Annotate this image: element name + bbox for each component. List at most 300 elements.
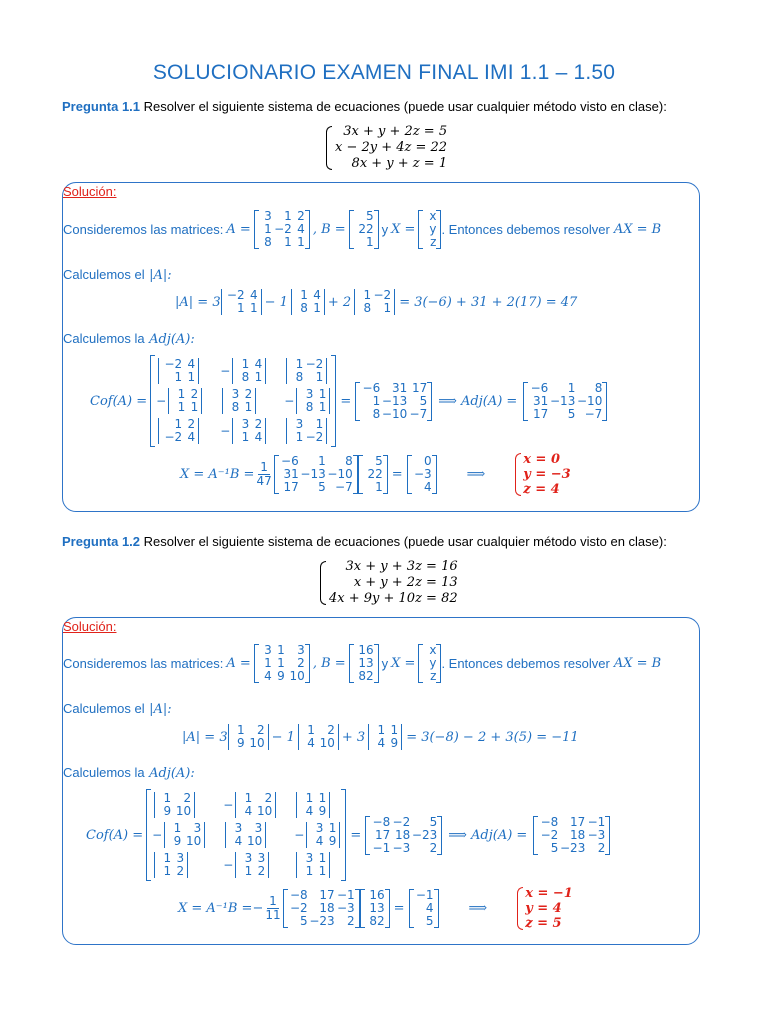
matrix-entry: y [429,222,437,236]
minor-determinant [235,852,269,878]
consider-text: Consideremos las matrices: [63,222,224,237]
matrix-row [372,737,398,750]
matrix-entry: −8 [540,814,559,829]
matrix-entry: 1 [241,357,250,371]
matrix-entry: −7 [584,406,603,421]
matrix-entry: 3 [305,851,314,865]
cofactor-result-matrix [355,382,432,421]
cofactor-sign: − [294,828,305,842]
cofactor-row: Cof(A) = 1 2 9 10 − 1 2 4 10 1 1 4 9 − 1 3 9 10 3 3 4 10 − 3 1 4 9 1 3 1 2 − 3 3 1 2 3 1 1 1 = −8 −2 5 17 18 −23 −1 −3 2 ⟹ Adj(A) = −8 17 −1 −2 18 −3 5 −23 2 [86,789,610,881]
matrix-entry: −23 [560,840,586,855]
matrix-entry: 10 [246,834,263,848]
matrix-entry: 2 [176,864,185,878]
matrix-entry: 17 [374,827,391,842]
matrix-entry: 13 [369,901,385,915]
minor-determinant [158,358,199,384]
matrix-entry: 1 [264,656,272,670]
matrix-entry: 2 [597,840,606,855]
adjugate-matrix [533,816,610,855]
matrix-entry: 3 [254,821,263,835]
matrix-entry: 1 [277,656,285,670]
matrix-row [300,865,326,878]
matrix-a [254,210,310,249]
solution-label: Solución: [63,184,117,199]
matrix-entry: −10 [577,393,603,408]
matrix-entry: 4 [244,804,253,818]
minor-determinant [296,388,330,414]
matrix-entry: −2 [392,814,411,829]
cofactor-cell [156,358,202,384]
matrix-entry: −23 [411,827,438,842]
matrix-entry: 17 [319,888,335,902]
matrix-entry: 8 [231,400,240,414]
cofactor-cell [284,418,330,444]
matrix-entry: 8 [264,235,272,249]
matrix-entry: −8 [372,814,391,829]
matrix-entry: 10 [249,736,265,750]
adj-heading: Calculemos la Adj(A): [63,765,195,781]
answer-line: y = −3 [523,467,571,482]
matrix-entry: 4 [305,804,314,818]
matrix-entry: 8 [594,380,603,395]
matrix-entry: 1 [244,864,253,878]
matrix-row [354,670,374,683]
matrix-entry: 5 [419,393,428,408]
equation-line: x − 2y + 4z = 22 [335,140,448,155]
minor-determinant [221,289,262,315]
matrix-entry: 2 [183,791,192,805]
minor-determinant [164,822,205,848]
minor-determinant [154,792,195,818]
matrix-entry: 2 [254,417,263,431]
adj-heading: Calculemos la Adj(A): [63,331,195,347]
determinant-expansion: |A| = 3 −2 4 1 1 − 1 1 4 8 1 + 2 1 −2 8 1 = 3(−6) + 31 + 2(17) = 47 [175,288,578,315]
matrix-entry: −8 [289,888,308,902]
matrix-entry: 2 [244,387,253,401]
matrix-entry: 8 [305,400,314,414]
matrix-entry: −2 [305,430,324,444]
matrix-entry: 3 [234,821,243,835]
matrix-entry: 13 [358,656,374,670]
minor-determinant [232,418,266,444]
matrix-entry: 5 [366,209,374,223]
matrix-row [158,805,191,818]
cofactor-cell [294,822,340,848]
matrix-entry: 1 [318,387,327,401]
matrix-row [354,236,374,249]
matrix-entry: −7 [409,406,428,421]
matrix-row [229,835,262,848]
cofactor-cell [223,792,276,818]
matrix-row [239,805,272,818]
matrix-b [358,455,388,494]
matrix-entry: 3 [297,643,305,657]
matrix-entry: 1 [277,643,285,657]
matrix-entry: 10 [185,834,202,848]
matrix-entry: −1 [415,888,434,902]
solution-label: Solución: [63,619,117,634]
matrix-entry: x [429,209,437,223]
matrix-entry: 18 [570,827,586,842]
minor-determinant [154,852,188,878]
matrix-entry: 4 [315,834,324,848]
question-1-2-header [62,534,667,549]
matrix-entry: 10 [319,736,335,750]
matrix-entry: 1 [318,791,327,805]
matrix-entry: 9 [236,736,245,750]
matrix-row [162,371,195,384]
minor-determinant [286,358,327,384]
matrix-entry: −2 [305,357,324,371]
cofactor-cell [220,418,266,444]
matrix-entry: 4 [424,480,432,494]
matrix-row [538,842,605,855]
matrix-entry: 22 [367,467,383,481]
matrix-row [370,816,437,829]
matrix-entry: 1 [284,209,292,223]
matrix-entry: 1 [295,430,304,444]
matrix-b [349,210,379,249]
matrix-entry: 3 [264,209,272,223]
matrix-entry: 1 [295,357,304,371]
matrix-entry: 1 [244,400,253,414]
matrix-row [360,408,427,421]
cofactor-cell [294,792,340,818]
adjugate-matrix [283,889,360,928]
minor-determinant [296,852,330,878]
matrix-entry: 1 [236,301,245,315]
determinant-result: = 3(−6) + 31 + 2(17) = 47 [399,294,578,310]
matrix-row [528,395,602,408]
minor-determinant [286,418,327,444]
ax-b-equation: AX = B [613,656,662,671]
matrix-entry: 1 [190,400,199,414]
matrix-entry: 3 [231,387,240,401]
question-prompt: Resolver el siguiente sistema de ecuaciones (puede usar cualquier método visto en clase): [143,534,667,549]
matrix-entry: 2 [257,864,266,878]
matrix-entry: 0 [424,454,432,468]
matrix-entry: −6 [362,380,381,395]
minor-determinant [222,388,256,414]
matrix-row [232,737,265,750]
matrix-row [538,829,605,842]
matrix-entry: 9 [390,736,399,750]
determinant-expansion: |A| = 3 1 2 9 10 − 1 1 2 4 10 + 3 1 1 4 9 = 3(−8) − 2 + 3(5) = −11 [182,723,579,750]
matrix-entry: 3 [176,851,185,865]
cofactor-cell [152,792,205,818]
matrix-entry: 17 [283,480,299,494]
matrix-entry: 2 [297,656,305,670]
minor-determinant [298,724,339,750]
cofactor-cell [220,388,266,414]
matrix-entry: −10 [381,406,408,421]
matrix-entry: 2 [190,387,199,401]
cofactor-cell [223,852,276,878]
matrix-entry: 1 [318,454,326,468]
matrix-entry: 10 [257,804,273,818]
matrix-entry: 9 [318,804,327,818]
matrix-entry: 5 [425,914,434,928]
minor-determinant [368,724,402,750]
matrix-entry: 8 [241,370,250,384]
matrix-entry: 4 [313,288,321,302]
matrix-entry: 9 [277,669,285,683]
matrix-entry: y [429,656,437,670]
matrix-entry: 8 [300,301,308,315]
matrix-entry: 1 [187,370,196,384]
matrix-entry: −10 [327,467,353,481]
matrix-entry: 1 [366,235,374,249]
matrix-entry: 1 [318,864,327,878]
matrix-entry: 3 [193,821,202,835]
matrix-entry: 2 [187,417,196,431]
answer-line: x = −1 [525,886,573,901]
matrix-entry: 1 [297,235,305,249]
matrix-x [418,210,441,249]
matrix-entry: 1 [264,222,272,236]
matrix-entry: 1 [177,400,186,414]
matrix-row [225,302,258,315]
matrix-entry: 1 [244,791,253,805]
then-text: . Entonces debemos resolver [441,656,610,671]
cofactor-row: Cof(A) = −2 4 1 1 − 1 4 8 1 1 −2 8 1 − 1 2 1 1 3 2 8 1 − 3 1 8 1 1 2 −2 4 − 3 2 1 4 3 1 1 −2 = −6 31 17 1 −13 5 8 −10 −7 ⟹ Adj(A) = −6 1 8 31 −13 −10 17 5 −7 [90,355,607,447]
matrix-entry: 17 [411,380,428,395]
matrix-row [300,401,326,414]
matrix-entry: 1 [363,288,372,302]
matrix-entry: 3 [264,643,272,657]
matrix-row [288,915,355,928]
matrix-entry: −2 [540,827,559,842]
cofactor-sign: − [284,394,295,408]
equation-line: x + y + 2z = 13 [353,575,458,590]
matrix-entry: 1 [318,400,327,414]
matrix-entry: 4 [264,669,272,683]
matrix-entry: 3 [244,851,253,865]
equation-system [320,559,458,607]
cofactor-cell [220,358,266,384]
matrix-row [365,915,385,928]
matrix-entry: 1 [305,791,314,805]
cofactor-cell [152,852,205,878]
matrix-entry: 4 [249,288,258,302]
matrix-row [363,481,383,494]
matrix-entry: −3 [587,827,606,842]
cofactor-sign: − [156,394,167,408]
consider-text: Consideremos las matrices: [63,656,224,671]
minor-determinant [354,289,395,315]
cofactor-result-matrix [365,816,442,855]
cofactor-sign: − [152,828,163,842]
cofactor-sign: − [223,798,234,812]
matrix-entry: 1 [307,723,315,737]
cofactor-cell [156,418,202,444]
matrix-entry: 1 [241,430,250,444]
matrix-entry: 4 [425,901,434,915]
matrix-row [370,842,437,855]
minor-determinant [291,289,325,315]
matrix-entry: 9 [173,834,182,848]
matrix-entry: 8 [295,370,304,384]
matrix-entry: 4 [187,357,196,371]
matrix-entry: 1 [390,723,399,737]
matrix-entry: −3 [413,467,432,481]
solution-row: X = A⁻¹B = $\frac{1}{47}$ −6 1 8 31 −13 −10 17 5 −7 5 22 1 = 0 −3 4 ⟹ x = 0 y = −3 z = 4 [180,452,571,497]
matrix-entry: 3 [257,851,266,865]
matrix-row [236,431,262,444]
implies-arrow: ⟹ [468,901,488,916]
det-heading: Calculemos el |A|: [63,701,172,717]
matrix-entry: 1 [249,301,258,315]
then-text: . Entonces debemos resolver [441,222,610,237]
adj-label: ⟹ Adj(A) = [438,393,518,409]
matrix-entry: 4 [297,222,305,236]
matrix-row [300,805,326,818]
matrix-entry: 5 [375,454,383,468]
matrix-entry: −13 [300,467,326,481]
result-vector [409,889,439,928]
matrix-entry: 2 [264,791,273,805]
cofactor-sign: − [220,424,231,438]
matrix-entry: 2 [297,209,305,223]
matrix-row [290,371,323,384]
matrix-b [360,889,390,928]
matrix-entry: 5 [318,480,326,494]
matrix-entry: 82 [369,914,385,928]
question-1-1-header [62,99,667,114]
matrix-row [295,302,321,315]
matrix-entry: z [430,669,437,683]
matrix-entry: −6 [530,380,549,395]
question-label: Pregunta 1.1 [62,99,141,114]
matrix-entry: −3 [336,901,355,915]
matrix-entry: −1 [336,888,355,902]
cofactor-label: Cof(A) = [86,827,144,843]
fraction: $\frac{1}{47}$ [256,460,272,488]
matrix-entry: 2 [256,723,265,737]
matrix-row [226,401,252,414]
equation-system [326,124,447,172]
cofactor-matrix [150,355,336,447]
matrix-entry: −2 [289,901,308,915]
matrix-entry: 2 [347,914,355,928]
matrix-entry: 1 [318,851,327,865]
question-label: Pregunta 1.2 [62,534,141,549]
matrix-entry: 31 [283,467,299,481]
matrix-entry: 4 [254,357,263,371]
matrix-entry: −6 [281,454,299,468]
minor-determinant [158,418,199,444]
matrix-entry: −2 [373,288,392,302]
matrix-entry: 3 [241,417,250,431]
matrix-entry: −2 [164,357,183,371]
matrix-entry: 31 [533,393,549,408]
result-vector [407,455,437,494]
matrix-row [259,670,305,683]
equation-line: 4x + 9y + 10z = 82 [329,591,458,606]
matrix-entry: 8 [363,301,372,315]
minor-determinant [306,822,340,848]
matrix-entry: −1 [372,840,391,855]
matrix-row [528,408,602,421]
matrix-entry: 1 [163,791,172,805]
matrix-entry: −7 [335,480,353,494]
minor-determinant [296,792,330,818]
matrix-entry: 1 [177,387,186,401]
matrix-entry: 1 [313,301,321,315]
matrix-b [349,644,379,683]
matrix-row [370,829,437,842]
matrix-entry: 1 [173,821,182,835]
matrix-entry: 22 [358,222,374,236]
matrix-entry: 18 [319,901,335,915]
matrix-entry: −2 [274,222,292,236]
matrix-entry: 3 [295,417,304,431]
matrix-entry: 1 [315,417,324,431]
matrix-row [162,431,195,444]
matrix-entry: 4 [234,834,243,848]
matrix-entry: 4 [307,736,315,750]
fraction: $\frac{1}{11}$ [265,894,281,922]
matrix-entry: 1 [300,288,308,302]
matrix-row [414,915,434,928]
adjugate-matrix [274,455,358,494]
matrix-row [423,670,436,683]
matrix-entry: 17 [570,814,586,829]
matrix-entry: 1 [284,235,292,249]
adj-label: ⟹ Adj(A) = [448,827,528,843]
matrix-entry: z [430,235,437,249]
page-title: SOLUCIONARIO EXAMEN FINAL IMI 1.1 – 1.50 [152,61,616,84]
matrix-entry: 16 [369,888,385,902]
matrix-entry: 3 [315,821,324,835]
matrix-a [254,644,310,683]
minor-determinant [228,724,269,750]
matrix-entry: 8 [345,454,353,468]
matrix-entry: 5 [429,814,438,829]
matrix-entry: 1 [174,370,183,384]
cofactor-sign: − [223,858,234,872]
matrix-row [310,835,336,848]
matrix-row [302,737,335,750]
matrix-row [290,431,323,444]
matrix-row [259,236,305,249]
matrix-entry: −13 [381,393,408,408]
answer-brace [515,452,570,497]
matrix-entry: 1 [305,864,314,878]
matrix-entry: 9 [163,804,172,818]
matrix-entry: −2 [226,288,245,302]
matrix-row [279,481,353,494]
matrix-entry: 5 [567,406,576,421]
matrix-entry: 1 [315,370,324,384]
matrix-row [236,371,262,384]
cofactor-cell [156,388,202,414]
adjugate-matrix [523,382,607,421]
matrix-entry: 4 [377,736,386,750]
cofactor-cell [284,358,330,384]
x-label: X = A⁻¹B = [180,467,255,482]
equation-line: 3x + y + 2z = 5 [343,124,448,139]
minor-determinant [225,822,266,848]
matrix-entry: −3 [392,840,411,855]
solution-row: X = A⁻¹B = − $\frac{1}{11}$ −8 17 −1 −2 18 −3 5 −23 2 16 13 82 = −1 4 5 ⟹ x = −1 y = 4 z = 5 [178,886,573,931]
matrix-row [172,401,198,414]
matrix-row [360,382,427,395]
matrix-row [412,481,432,494]
minor-determinant [168,388,202,414]
cofactor-label: Cof(A) = [90,393,148,409]
matrix-entry: 1 [383,301,392,315]
